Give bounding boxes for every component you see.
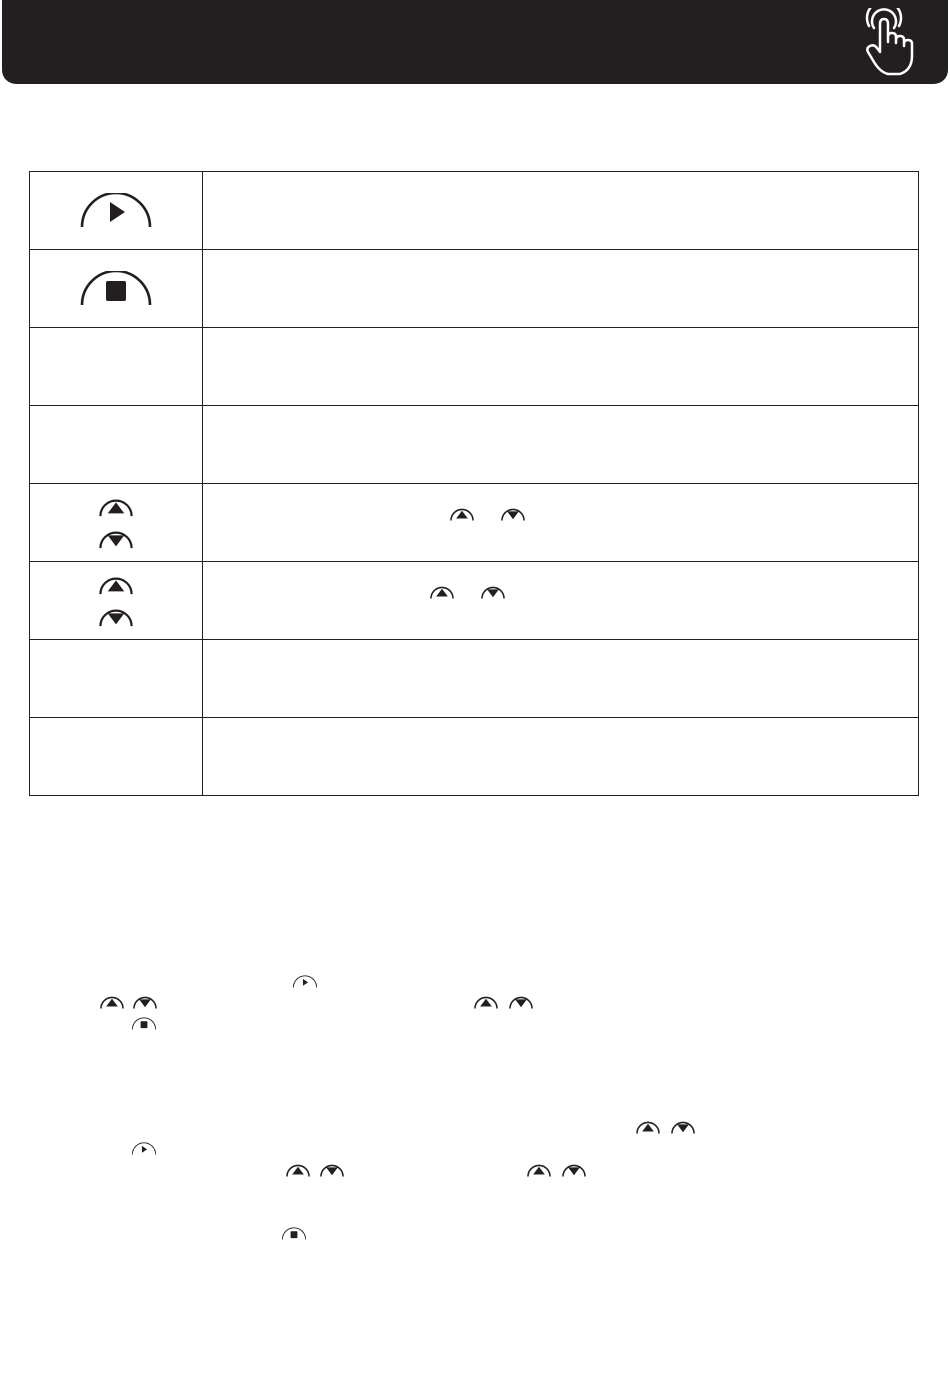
key-cell [30, 562, 203, 640]
table-row [30, 640, 919, 718]
key-cell [30, 250, 203, 328]
start-icon [78, 193, 154, 229]
up-icon [635, 1119, 661, 1135]
stop-icon [281, 1226, 307, 1242]
description-cell [203, 328, 919, 406]
down-icon [561, 1162, 587, 1178]
description-cell [203, 718, 919, 796]
stop-icon [78, 271, 154, 307]
description-cell [203, 250, 919, 328]
table-row [30, 250, 919, 328]
down-icon [97, 606, 135, 628]
up-icon [285, 1162, 311, 1178]
start-icon [292, 974, 318, 990]
key-cell [30, 406, 203, 484]
description-cell [203, 172, 919, 250]
down-icon [132, 994, 158, 1010]
down-icon [508, 994, 534, 1010]
key-cell [30, 718, 203, 796]
down-icon [670, 1119, 696, 1135]
key-cell [30, 640, 203, 718]
touch-hand-icon [860, 8, 918, 76]
table-row [30, 406, 919, 484]
start-icon [131, 1141, 157, 1157]
description-cell [203, 640, 919, 718]
up-icon [97, 496, 135, 518]
header-bar [2, 0, 948, 84]
table-row [30, 328, 919, 406]
key-cell [30, 484, 203, 562]
table-row [30, 718, 919, 796]
stop-icon [131, 1016, 157, 1032]
table-row [30, 562, 919, 640]
up-icon [99, 994, 125, 1010]
down-icon [500, 506, 526, 522]
inline-icons [429, 584, 506, 600]
table-row [30, 172, 919, 250]
description-cell [203, 562, 919, 640]
key-cell [30, 172, 203, 250]
down-icon [97, 528, 135, 550]
description-cell [203, 406, 919, 484]
up-icon [449, 506, 475, 522]
up-icon [526, 1162, 552, 1178]
table-row [30, 484, 919, 562]
up-icon [429, 584, 455, 600]
down-icon [480, 584, 506, 600]
up-icon [97, 574, 135, 596]
up-icon [473, 994, 499, 1010]
description-cell [203, 484, 919, 562]
controls-table [29, 171, 919, 796]
down-icon [319, 1162, 345, 1178]
key-cell [30, 328, 203, 406]
inline-icons [449, 506, 526, 522]
